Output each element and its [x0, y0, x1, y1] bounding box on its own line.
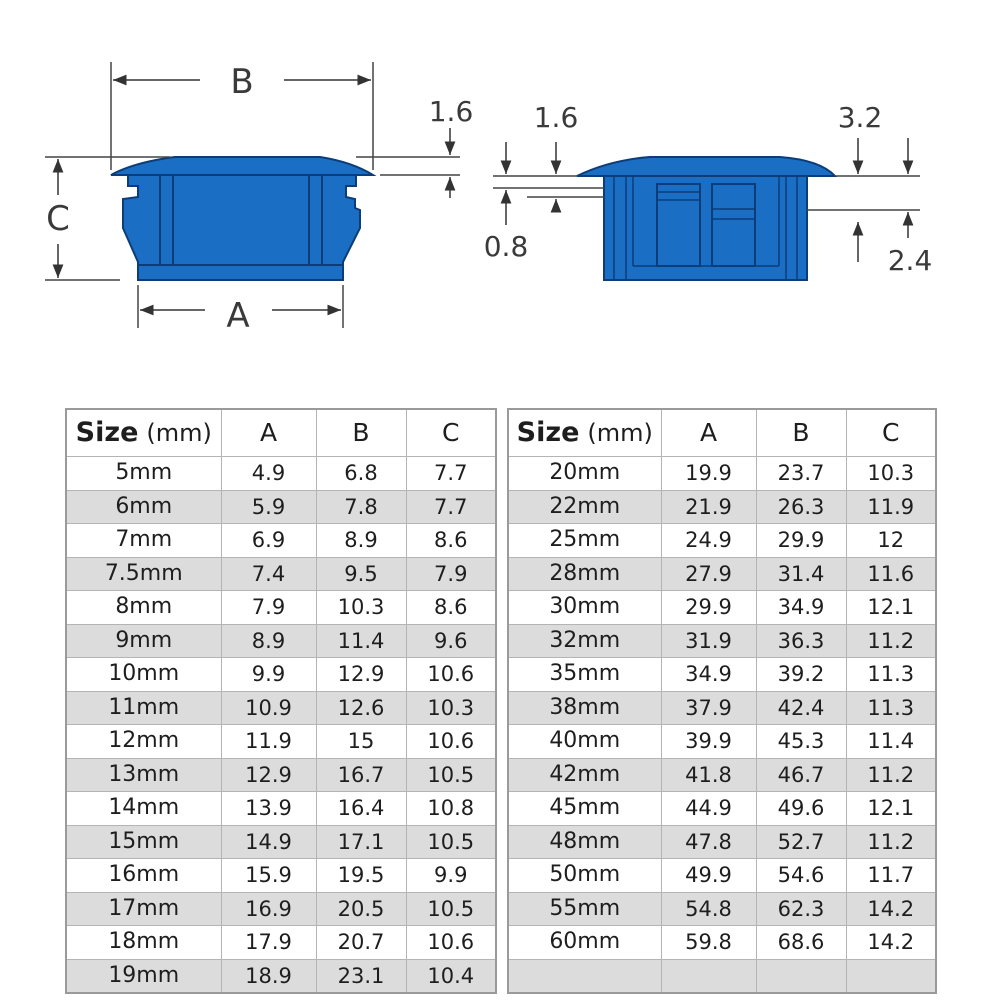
- table-row: [508, 490, 936, 524]
- cell-size: 60mm: [508, 926, 661, 960]
- cell-c: 10.6: [406, 658, 496, 692]
- dimension-c-label: C: [46, 199, 70, 239]
- cell-b: 15: [316, 725, 406, 759]
- cell-size: 38mm: [508, 691, 661, 725]
- cell-size: 40mm: [508, 725, 661, 759]
- cell-size: 35mm: [508, 658, 661, 692]
- dimension-a-label: A: [226, 296, 250, 336]
- table-row: [508, 557, 936, 591]
- cell-b: 19.5: [316, 859, 406, 893]
- technical-drawing: [0, 0, 1000, 400]
- cell-b: [756, 959, 846, 993]
- cell-a: 8.9: [221, 624, 316, 658]
- cell-c: 11.9: [846, 490, 936, 524]
- cell-size: 32mm: [508, 624, 661, 658]
- offset-label: 0.8: [483, 230, 529, 263]
- table-row: [66, 825, 496, 859]
- cell-size: 6mm: [66, 490, 221, 524]
- cell-b: 46.7: [756, 758, 846, 792]
- cell-b: 6.8: [316, 457, 406, 491]
- cell-size: 8mm: [66, 591, 221, 625]
- cell-size: 7mm: [66, 524, 221, 558]
- cell-c: 11.6: [846, 557, 936, 591]
- cell-c: 11.2: [846, 624, 936, 658]
- size-table-right: [507, 408, 937, 994]
- table-row: [508, 926, 936, 960]
- table-row: [508, 457, 936, 491]
- cell-size: 9mm: [66, 624, 221, 658]
- cap-thickness-left-label: 1.6: [428, 95, 474, 128]
- header-c: C: [846, 409, 936, 457]
- plug-side-view: [111, 157, 373, 280]
- cell-size: 19mm: [66, 959, 221, 993]
- cell-b: 26.3: [756, 490, 846, 524]
- cell-b: 12.9: [316, 658, 406, 692]
- table-row: [66, 691, 496, 725]
- cell-c: 10.5: [406, 758, 496, 792]
- cell-size: 10mm: [66, 658, 221, 692]
- cell-b: 42.4: [756, 691, 846, 725]
- cell-size: 20mm: [508, 457, 661, 491]
- dimension-height-top: [838, 101, 908, 174]
- cell-b: 29.9: [756, 524, 846, 558]
- cell-a: 29.9: [661, 591, 756, 625]
- cell-c: 8.6: [406, 591, 496, 625]
- cell-a: 59.8: [661, 926, 756, 960]
- cell-size: 11mm: [66, 691, 221, 725]
- table-row: [508, 859, 936, 893]
- cell-size: 13mm: [66, 758, 221, 792]
- cell-c: 10.6: [406, 926, 496, 960]
- cell-a: 6.9: [221, 524, 316, 558]
- table-row: [508, 959, 936, 993]
- table-row: [508, 892, 936, 926]
- cell-a: 31.9: [661, 624, 756, 658]
- cell-b: 62.3: [756, 892, 846, 926]
- cell-b: 39.2: [756, 658, 846, 692]
- cell-a: 10.9: [221, 691, 316, 725]
- table-row: [66, 892, 496, 926]
- cell-b: 7.8: [316, 490, 406, 524]
- cell-a: 15.9: [221, 859, 316, 893]
- cell-b: 23.1: [316, 959, 406, 993]
- table-row: [508, 758, 936, 792]
- cell-b: 8.9: [316, 524, 406, 558]
- cell-a: 11.9: [221, 725, 316, 759]
- table-row: [508, 658, 936, 692]
- table-row: [66, 490, 496, 524]
- cell-c: 11.2: [846, 758, 936, 792]
- cell-c: 8.6: [406, 524, 496, 558]
- cell-a: 13.9: [221, 792, 316, 826]
- dimension-a: [138, 285, 343, 336]
- cell-c: 7.7: [406, 490, 496, 524]
- cell-a: 54.8: [661, 892, 756, 926]
- cell-b: 9.5: [316, 557, 406, 591]
- table-row: [66, 624, 496, 658]
- cell-a: 16.9: [221, 892, 316, 926]
- cell-c: 11.3: [846, 658, 936, 692]
- cell-a: 39.9: [661, 725, 756, 759]
- table-row: [508, 825, 936, 859]
- cell-a: 5.9: [221, 490, 316, 524]
- cell-c: 10.6: [406, 725, 496, 759]
- table-header-row: [508, 409, 936, 457]
- table-row: [66, 758, 496, 792]
- plug-section-body: [604, 176, 807, 280]
- cell-a: 44.9: [661, 792, 756, 826]
- cell-a: 7.4: [221, 557, 316, 591]
- cell-b: 16.7: [316, 758, 406, 792]
- cell-size: 25mm: [508, 524, 661, 558]
- cell-c: 7.9: [406, 557, 496, 591]
- cell-c: 10.3: [846, 457, 936, 491]
- size-table-left: [65, 408, 497, 994]
- cell-b: 16.4: [316, 792, 406, 826]
- table-row: [508, 591, 936, 625]
- cell-c: 11.7: [846, 859, 936, 893]
- cell-b: 45.3: [756, 725, 846, 759]
- cell-c: 11.4: [846, 725, 936, 759]
- cell-a: 34.9: [661, 658, 756, 692]
- dimension-offset: [484, 142, 529, 263]
- cell-size: 48mm: [508, 825, 661, 859]
- cell-size: 42mm: [508, 758, 661, 792]
- cell-c: 12: [846, 524, 936, 558]
- cell-b: 54.6: [756, 859, 846, 893]
- table-row: [66, 591, 496, 625]
- cell-a: 21.9: [661, 490, 756, 524]
- cell-a: 49.9: [661, 859, 756, 893]
- cell-b: 11.4: [316, 624, 406, 658]
- cell-a: 19.9: [661, 457, 756, 491]
- cell-c: 10.5: [406, 892, 496, 926]
- cell-size: 18mm: [66, 926, 221, 960]
- cell-c: 9.6: [406, 624, 496, 658]
- table-header-row: [66, 409, 496, 457]
- cell-size: 22mm: [508, 490, 661, 524]
- cell-a: 4.9: [221, 457, 316, 491]
- header-size: Size (mm): [66, 409, 221, 457]
- cell-a: 14.9: [221, 825, 316, 859]
- table-row: [508, 624, 936, 658]
- cell-size: 5mm: [66, 457, 221, 491]
- table-row: [66, 524, 496, 558]
- header-a: A: [661, 409, 756, 457]
- cell-size: 15mm: [66, 825, 221, 859]
- table-row: [508, 524, 936, 558]
- cell-size: 50mm: [508, 859, 661, 893]
- cell-size: 14mm: [66, 792, 221, 826]
- table-row: [66, 658, 496, 692]
- cell-b: 49.6: [756, 792, 846, 826]
- cell-c: 10.4: [406, 959, 496, 993]
- header-size: Size (mm): [508, 409, 661, 457]
- cell-size: 45mm: [508, 792, 661, 826]
- plug-section-view: [577, 157, 835, 280]
- cell-b: 52.7: [756, 825, 846, 859]
- cell-a: 18.9: [221, 959, 316, 993]
- cell-a: 27.9: [661, 557, 756, 591]
- table-row: [508, 792, 936, 826]
- cap-thickness-right-label: 1.6: [533, 101, 579, 134]
- cell-c: [846, 959, 936, 993]
- cell-c: 9.9: [406, 859, 496, 893]
- table-row: [66, 457, 496, 491]
- header-b: B: [756, 409, 846, 457]
- cell-c: 10.3: [406, 691, 496, 725]
- cell-a: 17.9: [221, 926, 316, 960]
- plug-side-cap: [111, 157, 373, 175]
- cell-a: 9.9: [221, 658, 316, 692]
- height-bottom-label: 2.4: [887, 244, 933, 277]
- cell-b: 10.3: [316, 591, 406, 625]
- cell-size: 30mm: [508, 591, 661, 625]
- cell-b: 31.4: [756, 557, 846, 591]
- cell-b: 68.6: [756, 926, 846, 960]
- cell-a: 47.8: [661, 825, 756, 859]
- cell-c: 11.2: [846, 825, 936, 859]
- dimension-b: [111, 62, 373, 170]
- cell-size: 16mm: [66, 859, 221, 893]
- cell-size: 17mm: [66, 892, 221, 926]
- table-row: [66, 926, 496, 960]
- cell-a: 24.9: [661, 524, 756, 558]
- cell-c: 14.2: [846, 892, 936, 926]
- table-row: [508, 691, 936, 725]
- height-top-label: 3.2: [837, 101, 883, 134]
- cell-a: 37.9: [661, 691, 756, 725]
- cell-c: 12.1: [846, 591, 936, 625]
- table-row: [66, 959, 496, 993]
- cell-a: 7.9: [221, 591, 316, 625]
- header-c: C: [406, 409, 496, 457]
- cell-b: 23.7: [756, 457, 846, 491]
- cell-a: 12.9: [221, 758, 316, 792]
- cell-a: 41.8: [661, 758, 756, 792]
- cell-b: 17.1: [316, 825, 406, 859]
- table-row: [66, 859, 496, 893]
- cell-c: 11.3: [846, 691, 936, 725]
- dimension-cap-thickness-right: [534, 101, 579, 212]
- cell-size: 28mm: [508, 557, 661, 591]
- cell-c: 10.5: [406, 825, 496, 859]
- table-row: [66, 725, 496, 759]
- cell-c: 14.2: [846, 926, 936, 960]
- cell-c: 10.8: [406, 792, 496, 826]
- cell-size: 7.5mm: [66, 557, 221, 591]
- table-row: [508, 725, 936, 759]
- cell-b: 12.6: [316, 691, 406, 725]
- cell-b: 34.9: [756, 591, 846, 625]
- cell-size: 12mm: [66, 725, 221, 759]
- header-b: B: [316, 409, 406, 457]
- cell-b: 20.7: [316, 926, 406, 960]
- table-row: [66, 557, 496, 591]
- cell-b: 20.5: [316, 892, 406, 926]
- cell-size: 55mm: [508, 892, 661, 926]
- cell-a: [661, 959, 756, 993]
- cell-size: [508, 959, 661, 993]
- table-row: [66, 792, 496, 826]
- dimension-height-bottom: [858, 212, 932, 277]
- cell-c: 12.1: [846, 792, 936, 826]
- cell-c: 7.7: [406, 457, 496, 491]
- header-a: A: [221, 409, 316, 457]
- cell-b: 36.3: [756, 624, 846, 658]
- dimension-b-label: B: [230, 62, 254, 102]
- plug-section-cap: [577, 157, 835, 176]
